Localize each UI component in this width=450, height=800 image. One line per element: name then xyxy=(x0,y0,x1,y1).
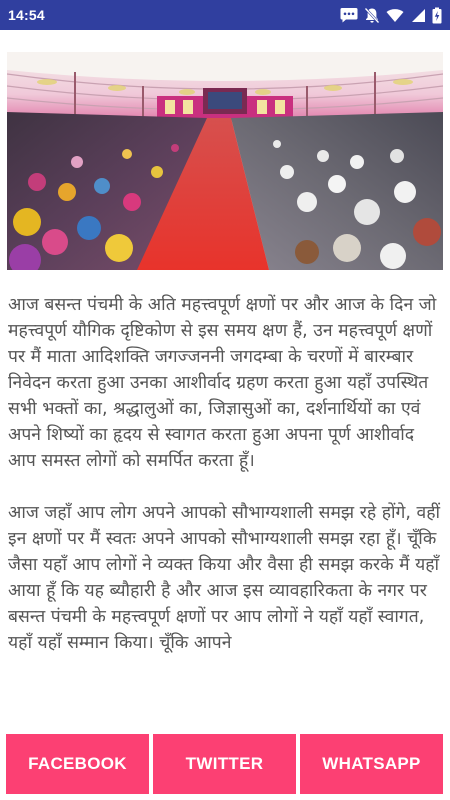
whatsapp-share-button[interactable]: WHATSAPP xyxy=(300,734,443,794)
status-time: 14:54 xyxy=(8,7,45,23)
battery-icon xyxy=(432,7,442,24)
share-bar xyxy=(0,734,450,800)
status-bar xyxy=(0,0,450,30)
article-body xyxy=(8,292,444,682)
article-paragraph-2: आज जहाँ आप लोग अपने आपको सौभाग्यशाली समझ रहे होंगे, वहीं इन क्षणों पर मैं स्वतः अपने आपको सौभाग्यशाली समझ रहा हूँ। चूँकि जैसा यहाँ आप लोगों ने व्यक्त किया और वैसा ही समझ करके मैं यहाँ आया हूँ कि यह ब्यौहारी है और आज इस व्यावहारिकता के नगर पर बसन्त पंचमी के महत्त्वपूर्ण क्षणों पर आप लोगों ने यहाँ यहाँ स्वागत, यहाँ यहाँ सम्मान किया। चूँकि आपने xyxy=(8,503,441,653)
signal-icon xyxy=(410,8,426,23)
twitter-share-button[interactable]: TWITTER xyxy=(153,734,296,794)
status-icons xyxy=(340,7,442,24)
notifications-off-icon xyxy=(364,7,380,24)
message-icon xyxy=(340,7,358,23)
facebook-share-button[interactable]: FACEBOOK xyxy=(6,734,149,794)
wifi-icon xyxy=(386,8,404,23)
article-scroll-area[interactable] xyxy=(0,30,450,734)
article-paragraph-1: आज बसन्त पंचमी के अति महत्त्वपूर्ण क्षणों पर और आज के दिन जो महत्त्वपूर्ण यौगिक दृष्टिकोण से इस समय क्षण हैं, उन महत्त्वपूर्ण क्षणों पर मैं माता आदिशक्ति जगज्जननी जगदम्बा के चरणों में बारम्बार निवेदन करता हुआ उनका आशीर्वाद ग्रहण करता हुआ यहाँ उपस्थित सभी भक्तों का, श्रद्धालुओं का, जिज्ञासुओं का, दर्शनार्थियों का एवं अपने शिष्यों का हृदय से स्वागत करता हुआ अपना पूर्ण आशीर्वाद आप समस्त लोगों को समर्पित करता हूँ। xyxy=(8,295,437,471)
event-crowd-photo xyxy=(7,52,443,270)
